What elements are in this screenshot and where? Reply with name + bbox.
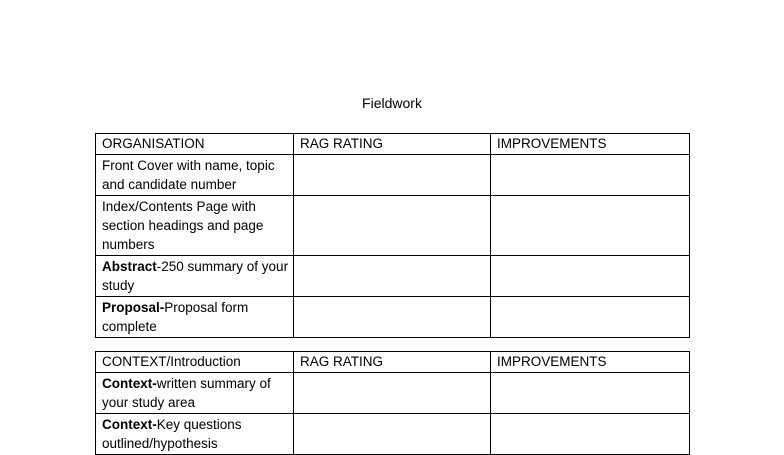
table-row [96,297,690,338]
criterion-text: Front Cover with name, topic and candidate number [102,158,275,192]
criterion-text: Key questions outlined/hypothesis [102,417,242,451]
rag-rating-cell[interactable] [294,297,491,338]
organisation-table [95,133,690,338]
criterion-bold: Context- [102,376,157,391]
column-header: RAG RATING [294,352,491,373]
improvements-cell[interactable] [491,196,690,256]
criterion-cell [96,297,294,338]
column-header: IMPROVEMENTS [491,352,690,373]
column-header: IMPROVEMENTS [491,134,690,155]
criterion-text: Proposal form complete [102,300,249,334]
criterion-text: written summary of your study area [102,376,271,410]
criterion-text: Index/Contents Page with section headings and page numbers [102,199,264,252]
page-title: Fieldwork [362,95,422,111]
column-header: CONTEXT/Introduction [96,352,294,373]
improvements-cell[interactable] [491,256,690,297]
criterion-bold: Context- [102,417,157,432]
rag-rating-cell[interactable] [294,414,491,455]
criterion-bold: Abstract [102,259,157,274]
table-row [96,155,690,196]
table-row [96,196,690,256]
rag-rating-cell[interactable] [294,196,491,256]
criterion-bold: Proposal- [102,300,165,315]
table-row [96,373,690,414]
improvements-cell[interactable] [491,155,690,196]
rag-rating-cell[interactable] [294,256,491,297]
context-table [95,351,690,455]
criterion-cell [96,414,294,455]
improvements-cell[interactable] [491,297,690,338]
criterion-cell [96,373,294,414]
table-header-row [96,352,690,373]
improvements-cell[interactable] [491,373,690,414]
criterion-cell [96,196,294,256]
criterion-cell [96,155,294,196]
criterion-cell [96,256,294,297]
column-header: RAG RATING [294,134,491,155]
improvements-cell[interactable] [491,414,690,455]
rag-rating-cell[interactable] [294,155,491,196]
rag-rating-cell[interactable] [294,373,491,414]
column-header: ORGANISATION [96,134,294,155]
table-row [96,256,690,297]
table-header-row [96,134,690,155]
criterion-text: -250 summary of your study [102,259,289,293]
table-row [96,414,690,455]
